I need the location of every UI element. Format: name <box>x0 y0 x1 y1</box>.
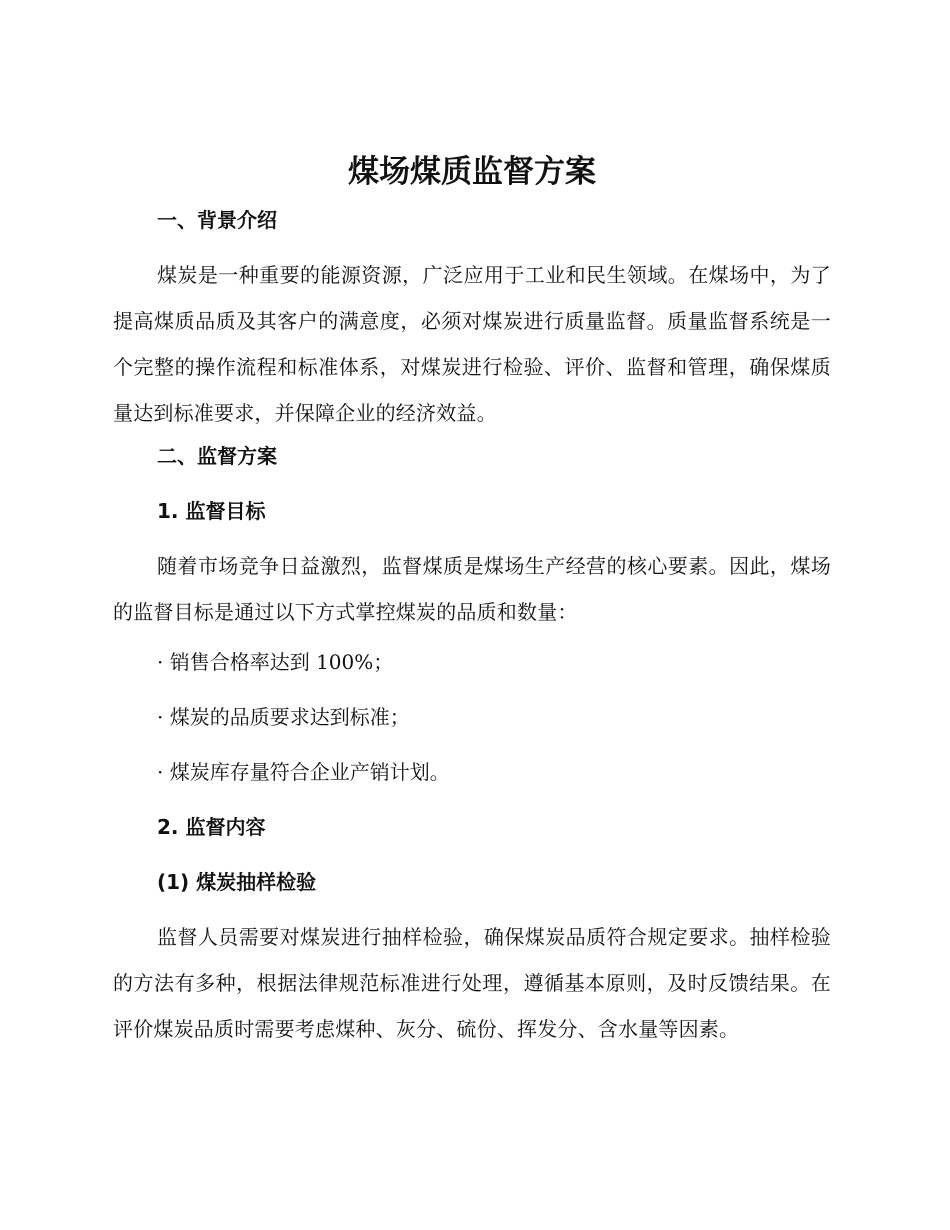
goal-bullet-2: · 煤炭的品质要求达到标准； <box>157 705 410 729</box>
section-heading-background: 一、背景介绍 <box>157 208 277 232</box>
subheading-content: 2. 监督内容 <box>157 815 266 839</box>
subheading-goal: 1. 监督目标 <box>157 499 266 523</box>
sampling-paragraph: 监督人员需要对煤炭进行抽样检验，确保煤炭品质符合规定要求。抽样检验的方法有多种，根据法律规范标准进行处理，遵循基本原则，及时反馈结果。在评价煤炭品质时需要考虑煤种、灰分、硫份、挥发分、含水量等因素。 <box>113 925 831 1041</box>
subheading-sampling: (1) 煤炭抽样检验 <box>157 870 317 894</box>
goal-paragraph: 随着市场竞争日益激烈，监督煤质是煤场生产经营的核心要素。因此，煤场的监督目标是通过以下方式掌控煤炭的品质和数量： <box>113 554 831 624</box>
goal-bullet-3: · 煤炭库存量符合企业产销计划。 <box>157 760 450 784</box>
background-paragraph: 煤炭是一种重要的能源资源，广泛应用于工业和民生领域。在煤场中，为了提高煤质品质及其客户的满意度，必须对煤炭进行质量监督。质量监督系统是一个完整的操作流程和标准体系，对煤炭进行检验、评价、监督和管理，确保煤质量达到标准要求，并保障企业的经济效益。 <box>113 263 831 425</box>
goal-bullet-1: · 销售合格率达到 100%； <box>157 650 394 674</box>
section-heading-plan: 二、监督方案 <box>157 444 277 468</box>
document-title: 煤场煤质监督方案 <box>348 154 596 190</box>
